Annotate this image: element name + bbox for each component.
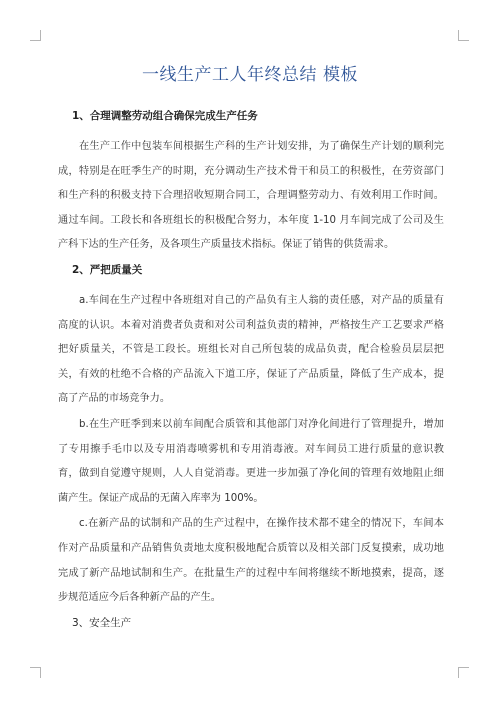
corner-mark-top-right	[458, 30, 469, 41]
corner-mark-bottom-left	[30, 667, 41, 678]
document-body	[58, 109, 444, 642]
section-3-heading: 3、安全生产	[72, 616, 132, 629]
section-2-paragraph-b: b.在生产旺季到来以前车间配合质管和其他部门对净化间进行了管理提升，增加了专用擦手毛巾以及专用消毒喷雾机和专用消毒液。对车间员工进行质量的意识教育，做到自觉遵守规则，人人自觉消毒。更进一步加强了净化间的管理有效地阻止细菌产生。保证产成品的无菌入库率为 100%。	[58, 418, 444, 504]
corner-mark-top-left	[30, 30, 41, 41]
section-2-heading: 2、严把质量关	[72, 263, 143, 276]
section-1-paragraph: 在生产工作中包装车间根据生产科的生产计划安排，为了确保生产计划的顺利完成，特别是在旺季生产的时期，充分调动生产技术骨干和员工的积极性，在劳资部门和生产科的积极支持下合理招收短期合同工，合理调整劳动力、有效利用工作时间。通过车间。工段长和各班组长的积极配合努力，本年度 1-10 月车间完成了公司及生产科下达的生产任务，及各项生产质量技术指标。保证了销售的供货需求。	[58, 141, 444, 251]
section-2-paragraph-a: a.车间在生产过程中各班组对自己的产品负有主人翁的责任感，对产品的质量有高度的认识。本着对消费者负责和对公司利益负责的精神，严格按生产工艺要求严格把好质量关，不管是工段长。班组长对自己所包装的成品负责，配合检验员层层把关，有效的杜绝不合格的产品流入下道工序，保证了产品质量，降低了生产成本，提高了产品的市场竞争力。	[58, 294, 444, 405]
section-2-paragraph-c: c.在新产品的试制和产品的生产过程中，在操作技术都不建全的情况下，车间本作对产品质量和产品销售负责地太度积极地配合质管以及相关部门反复摸索，成功地完成了新产品地试制和生产。在批量生产的过程中车间将继续不断地摸索，提高，逐步规范适应今后各种新产品的产生。	[58, 518, 444, 604]
document-title: 一线生产工人年终总结 模板	[142, 65, 358, 85]
section-1-heading: 1、合理调整劳动组合确保完成生产任务	[72, 110, 258, 122]
corner-mark-bottom-right	[458, 667, 469, 678]
